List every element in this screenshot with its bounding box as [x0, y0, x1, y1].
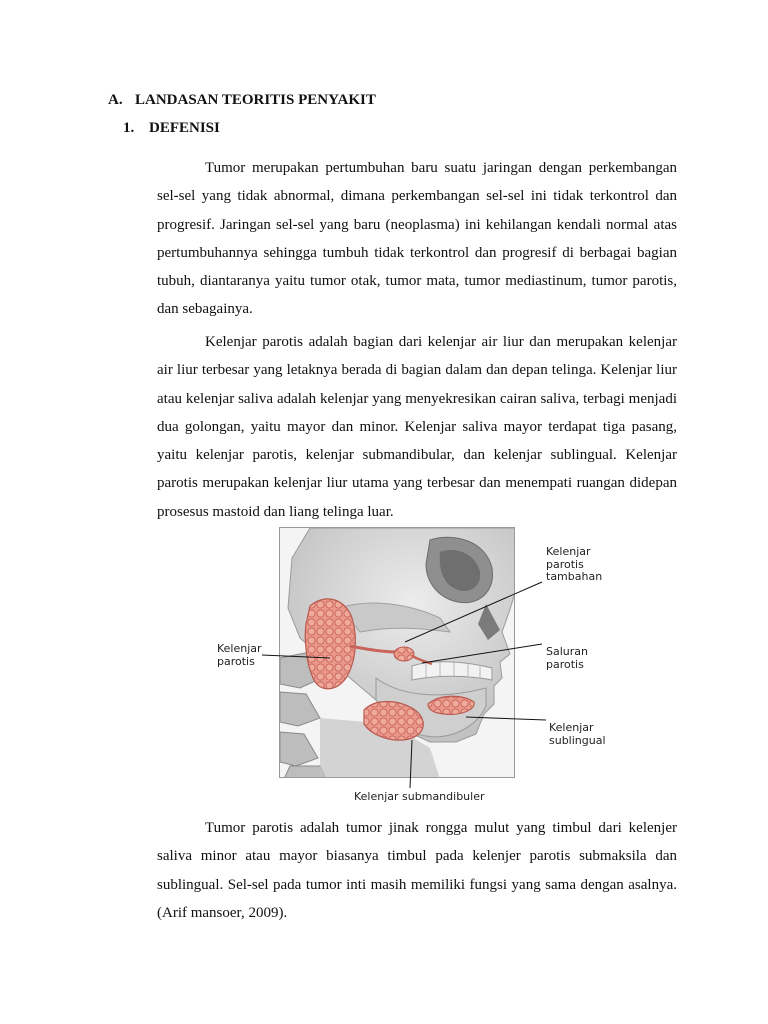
leader-line-submandibuler [410, 740, 412, 788]
section-number: A. [108, 92, 123, 108]
section-title: LANDASAN TEORITIS PENYAKIT [135, 92, 376, 108]
label-saluran-parotis: Saluran parotis [546, 645, 588, 671]
label-kelenjar-parotis: Kelenjar parotis [217, 642, 262, 668]
label-kelenjar-sublingual: Kelenjar sublingual [549, 721, 606, 747]
leader-line-tambahan [405, 582, 542, 642]
leader-line-parotis [262, 655, 330, 658]
subsection-title: DEFENISI [149, 120, 220, 136]
leader-line-sublingual [466, 717, 546, 720]
paragraph-text: Tumor parotis adalah tumor jinak rongga mulut yang timbul dari kelenjer saliva minor atau mayor biasanya timbul pada kelenjer parotis submaksila dan sublingual. Sel-sel pada tumor inti masih memiliki fungsi yang sama dengan asalnya. (Arif mansoer, 2009). [157, 820, 677, 921]
leader-line-saluran [422, 644, 542, 663]
paragraph-definition [157, 154, 677, 324]
section-heading [108, 92, 376, 109]
paragraph-parotid-gland [157, 328, 677, 526]
subsection-number: 1. [123, 120, 135, 136]
paragraph-text: Tumor merupakan pertumbuhan baru suatu jaringan dengan perkembangan sel-sel yang tidak abnormal, dimana perkembangan sel-sel ini tidak terkontrol dan progresif. Jaringan sel-sel yang baru (neoplasma) ini kehilangan kendali normal atas pertumbuhannya sehingga tumbuh tidak terkontrol dan progresif di berbagai bagian tubuh, diantaranya yaitu tumor otak, tumor mata, tumor mediastinum, tumor parotis, dan sebagainya. [157, 160, 677, 318]
label-kelenjar-submandibuler: Kelenjar submandibuler [354, 790, 485, 803]
paragraph-parotid-tumor [157, 814, 677, 927]
label-parotis-tambahan: Kelenjar parotis tambahan [546, 545, 603, 583]
paragraph-text: Kelenjar parotis adalah bagian dari kelenjar air liur dan merupakan kelenjar air liur terbesar yang letaknya berada di bagian dalam dan depan telinga. Kelenjar liur atau kelenjar saliva adalah kelenjar yang menyekresikan cairan saliva, terbagi menjadi dua golongan, yaitu mayor dan minor. Kelenjar saliva mayor terdapat tiga pasang, yaitu kelenjar parotis, kelenjar submandibular, dan kelenjar sublingual. Kelenjar parotis merupakan kelenjar liur utama yang terbesar dan menempati ruangan didepan prosesus mastoid dan liang telinga luar. [157, 334, 677, 520]
subsection-heading [123, 120, 220, 137]
